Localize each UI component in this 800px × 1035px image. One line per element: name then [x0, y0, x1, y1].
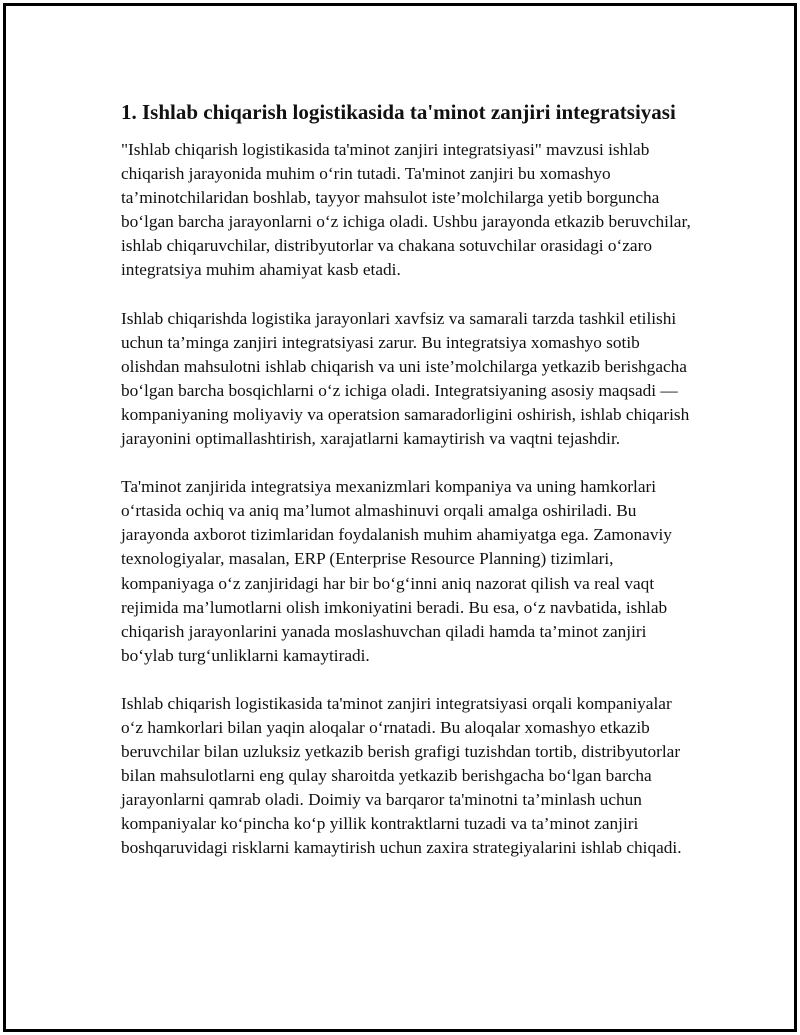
document-body — [121, 99, 691, 861]
page-frame — [3, 3, 797, 1032]
paragraph-4: Ishlab chiqarish logistikasida ta'minot zanjiri integratsiyasi orqali kompaniyalar o‘z hamkorlari bilan yaqin aloqalar o‘rnatadi. Bu aloqalar xomashyo etkazib beruvchilar bilan uzluksiz yetkazib berish grafigi tuzishdan tortib, distribyutorlar bilan mahsulotlarni eng qulay sharoitda yetkazib berishgacha bo‘lgan barcha jarayonlarni qamrab oladi. Doimiy va barqaror ta'minotni ta’minlash uchun kompaniyalar ko‘pincha ko‘p yillik kontraktlarni tuzadi va ta’minot zanjiri boshqaruvidagi risklarni kamaytirish uchun zaxira strategiyalarini ishlab chiqadi. — [121, 693, 682, 858]
section-heading: 1. Ishlab chiqarish logistikasida ta'minot zanjiri integratsiyasi — [121, 100, 676, 124]
paragraph-2: Ishlab chiqarishda logistika jarayonlari xavfsiz va samarali tarzda tashkil etilishi uchun ta’minga zanjiri integratsiyasi zarur. Bu integratsiya xomashyo sotib olishdan mahsulotni ishlab chiqarish va uni iste’molchilarga yetkazib berishgacha bo‘lgan barcha bosqichlarni o‘z ichiga oladi. Integratsiyaning asosiy maqsadi — kompaniyaning moliyaviy va operatsion samaradorligini oshirish, ishlab chiqarish jarayonini optimallashtirish, xarajatlarni kamaytirish va vaqtni tejashdir. — [121, 308, 690, 449]
paragraph-3: Ta'minot zanjirida integratsiya mexanizmlari kompaniya va uning hamkorlari o‘rtasida ochiq va aniq ma’lumot almashinuvi orqali amalga oshiriladi. Bu jarayonda axborot tizimlaridan foydalanish muhim ahamiyatga ega. Zamonaviy texnologiyalar, masalan, ERP (Enterprise Resource Planning) tizimlari, kompaniyaga o‘z zanjiridagi har bir bo‘g‘inni aniq nazorat qilish va real vaqt rejimida ma’lumotlarni olish imkoniyatini beradi. Bu esa, o‘z navbatida, ishlab chiqarish jarayonlarini yanada moslashuvchan qiladi hamda ta’minot zanjiri bo‘ylab turg‘unliklarni kamaytiradi. — [121, 477, 672, 665]
paragraph-1: "Ishlab chiqarish logistikasida ta'minot zanjiri integratsiyasi" mavzusi ishlab chiqarish jarayonida muhim o‘rin tutadi. Ta'minot zanjiri bu xomashyo ta’minotchilaridan boshlab, tayyor mahsulot iste’molchilarga yetib borguncha bo‘lgan barcha jarayonlarni o‘z ichiga oladi. Ushbu jarayonda etkazib beruvchilar, ishlab chiqaruvchilar, distribyutorlar va chakana sotuvchilar orasidagi o‘zaro integratsiya muhim ahamiyat kasb etadi. — [121, 140, 691, 280]
